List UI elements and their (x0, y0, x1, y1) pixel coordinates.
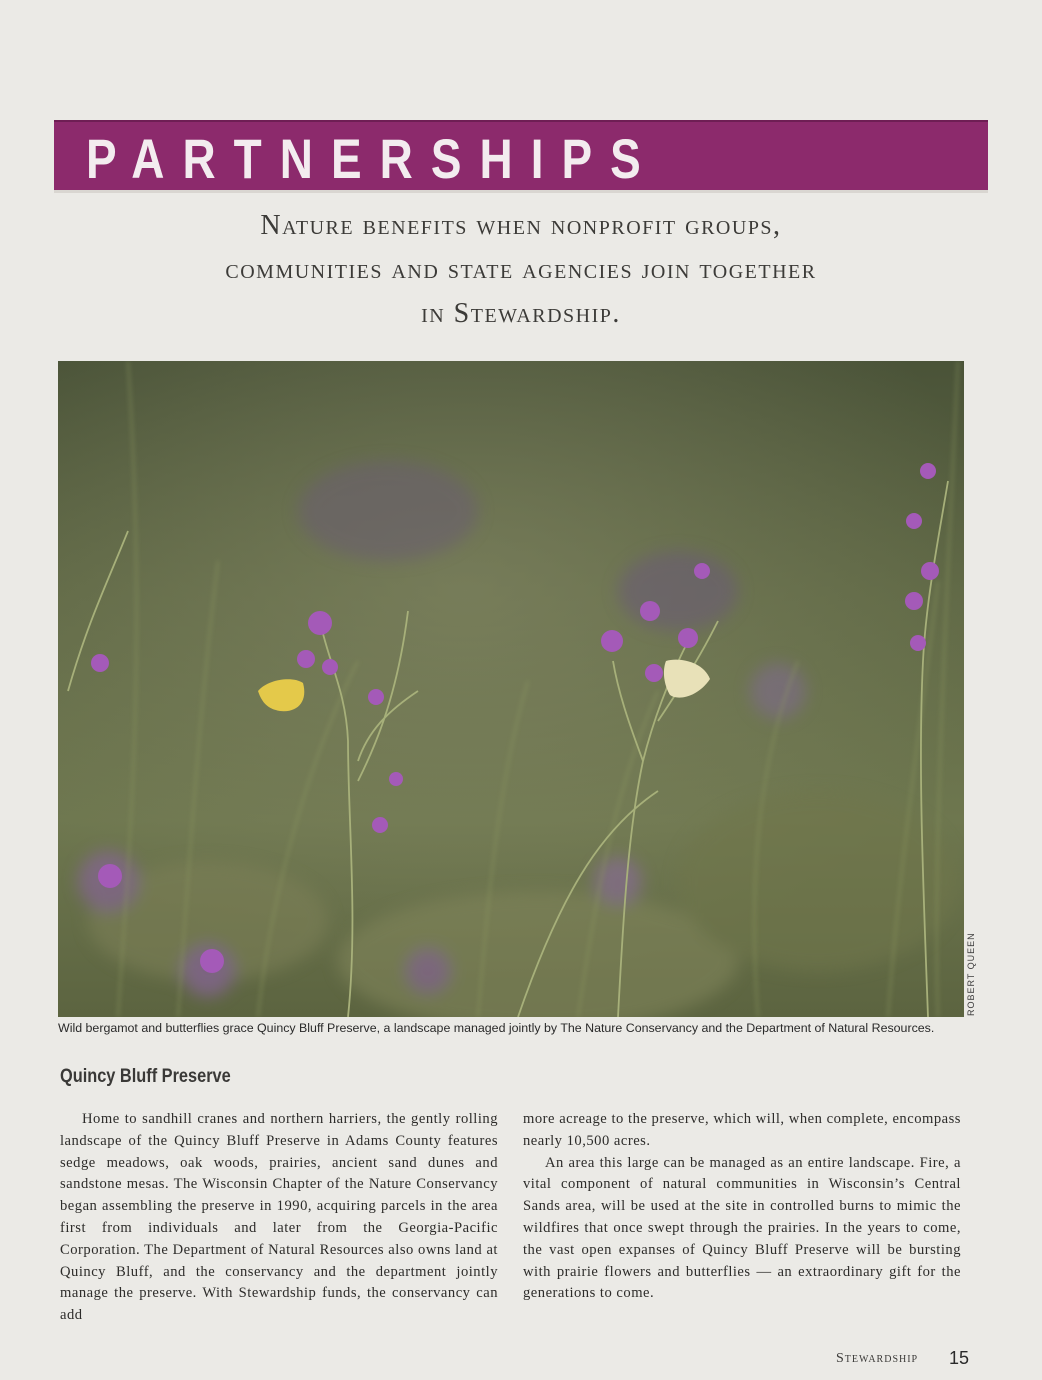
prairie-photo (58, 361, 964, 1017)
prairie-photo-illustration (58, 361, 964, 1017)
subtitle-line: in Stewardship. (421, 298, 621, 329)
photo-credit: ROBERT QUEEN (966, 932, 976, 1016)
photo-caption: Wild bergamot and butterflies grace Quincy Bluff Preserve, a landscape managed jointly by The Nature Conservancy and the Department of Natural Resources. (58, 1021, 935, 1035)
subtitle-line: Nature benefits when nonprofit groups, (260, 210, 782, 241)
article-paragraph: An area this large can be managed as an entire landscape. Fire, a vital component of natural communities in Wisconsin’s Central Sands area, will be used at the site in controlled burns to mimic the wildfires that once swept through the prairies. In the years to come, the vast open expanses of Quincy Bluff Preserve will be bursting with prairie flowers and butterflies — an extraordinary gift for the generations to come. (523, 1154, 961, 1302)
footer-publication: Stewardship (836, 1351, 919, 1366)
banner-title: PARTNERSHIPS (86, 127, 659, 190)
article-heading: Quincy Bluff Preserve (60, 1066, 231, 1087)
article-column-left (60, 1109, 498, 1327)
section-banner (54, 120, 988, 190)
page-number: 15 (949, 1348, 970, 1368)
article-column-right (523, 1109, 961, 1305)
subtitle-line: communities and state agencies join together (225, 254, 817, 285)
article-paragraph: more acreage to the preserve, which will, when complete, encompass nearly 10,500 acres. (523, 1111, 961, 1149)
article-paragraph: Home to sandhill cranes and northern harriers, the gently rolling landscape of the Quincy Bluff Preserve in Adams County features sedge meadows, oak woods, prairies, ancient sand dunes and sandstone mesas. The Wisconsin Chapter of the Nature Conservancy began assembling the preserve in 1990, acquiring parcels in the area first from individuals and later from the Georgia-Pacific Corporation. The Department of Natural Resources also owns land at Quincy Bluff, and the conservancy and the department jointly manage the preserve. With Stewardship funds, the conservancy can add (60, 1111, 498, 1324)
page-subtitle (60, 204, 982, 336)
